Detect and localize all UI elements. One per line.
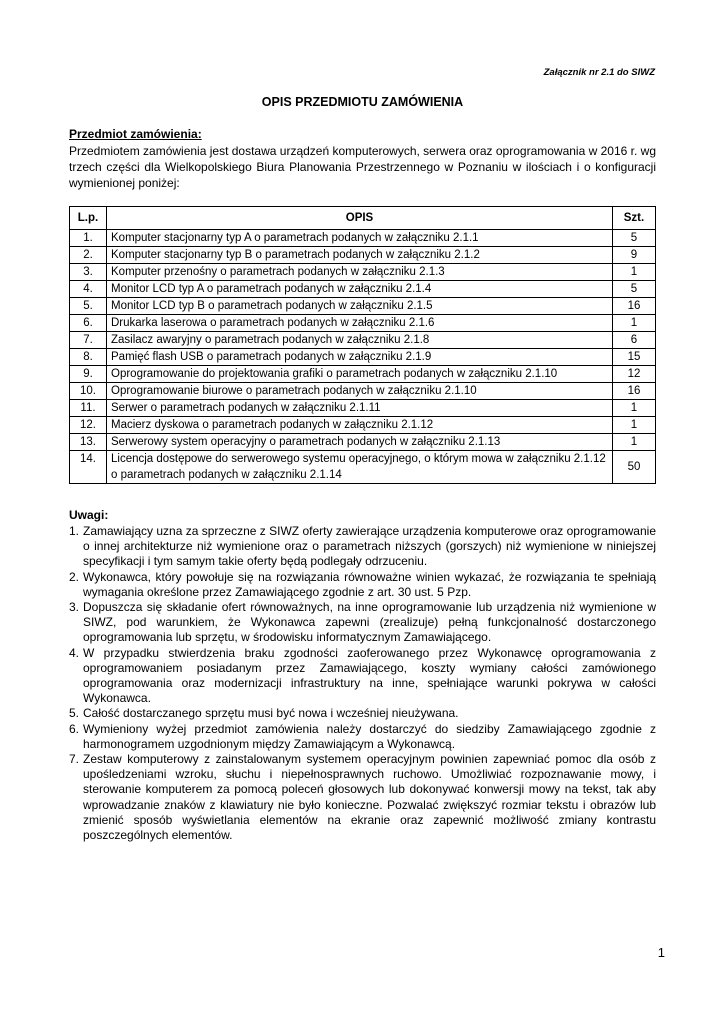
row-lp: 11. bbox=[70, 400, 107, 417]
table-row bbox=[70, 366, 656, 383]
row-qty: 50 bbox=[613, 451, 656, 484]
header-qty: Szt. bbox=[613, 207, 656, 230]
list-item bbox=[69, 706, 656, 721]
note-text: Dopuszcza się składanie ofert równoważnych, na inne oprogramowanie lub urządzenia niż wymienione w SIWZ, pod warunkiem, że Wykonawca zapewni (zrealizuje) pełną funkcjonalność dostarczonego oprogramowania lub sprzętu, w środowisku informatycznym Zamawiającego. bbox=[83, 600, 656, 645]
row-desc: Serwer o parametrach podanych w załączniku 2.1.11 bbox=[107, 400, 613, 417]
row-qty: 6 bbox=[613, 332, 656, 349]
note-text: Całość dostarczanego sprzętu musi być nowa i wcześniej nieużywana. bbox=[83, 706, 459, 721]
table-row bbox=[70, 281, 656, 298]
table-row bbox=[70, 315, 656, 332]
list-item bbox=[69, 646, 656, 707]
row-desc: Macierz dyskowa o parametrach podanych w załączniku 2.1.12 bbox=[107, 417, 613, 434]
row-qty: 1 bbox=[613, 400, 656, 417]
note-text: Zestaw komputerowy z zainstalowanym systemem operacyjnym powinien zapewniać pomoc dla osób z upośledzeniami wzroku, słuchu i niepełnosprawnych ruchowo. Umożliwiać rozpoznawanie mowy, i sterowanie komputerem za pomocą poleceń głosowych lub dokonywać konwersji mowy na tekst, tak aby wprowadzanie znaków z klawiatury nie było konieczne. Pozwalać zwiększyć rozmiar tekstu i obrazów lub zmienić sposób wyświetlania elementów na ekranie oraz zapewnić możliwość zmiany kontrastu poszczególnych elementów. bbox=[83, 752, 656, 843]
row-desc: Oprogramowanie biurowe o parametrach podanych w załączniku 2.1.10 bbox=[107, 383, 613, 400]
table-row bbox=[70, 332, 656, 349]
row-lp: 6. bbox=[70, 315, 107, 332]
table-row bbox=[70, 247, 656, 264]
row-lp: 2. bbox=[70, 247, 107, 264]
row-qty: 1 bbox=[613, 264, 656, 281]
row-lp: 14. bbox=[70, 451, 107, 484]
note-number: 1. bbox=[69, 524, 80, 538]
row-desc: Zasilacz awaryjny o parametrach podanych w załączniku 2.1.8 bbox=[107, 332, 613, 349]
note-number: 7. bbox=[69, 752, 80, 767]
list-item bbox=[69, 722, 656, 752]
row-qty: 1 bbox=[613, 315, 656, 332]
note-text: Zamawiający uzna za sprzeczne z SIWZ oferty zawierające urządzenia komputerowe oraz oprogramowanie o innej architekturze niż wymienione oraz o parametrach niższych (gorszych) niż wymienione w niniejszej specyfikacji i tym samym takie oferty będą podlegały odrzuceniu. bbox=[83, 524, 656, 569]
list-item bbox=[69, 570, 656, 600]
row-lp: 7. bbox=[70, 332, 107, 349]
table-header-row bbox=[70, 207, 656, 230]
attachment-label: Załącznik nr 2.1 do SIWZ bbox=[543, 67, 655, 78]
row-desc: Serwerowy system operacyjny o parametrach podanych w załączniku 2.1.13 bbox=[107, 434, 613, 451]
row-qty: 5 bbox=[613, 281, 656, 298]
row-lp: 8. bbox=[70, 349, 107, 366]
note-text: W przypadku stwierdzenia braku zgodności zaoferowanego przez Wykonawcę oprogramowania z oprogramowaniem posiadanym przez Zamawiającego, koszty wymiany całości zamówionego oprogramowania oraz modernizacji infrastruktury na inne, spełniające warunki pokrywa w całości Wykonawca. bbox=[83, 645, 656, 706]
row-qty: 1 bbox=[613, 417, 656, 434]
note-number: 4. bbox=[69, 645, 80, 660]
table-row bbox=[70, 417, 656, 434]
table-row bbox=[70, 264, 656, 281]
row-lp: 5. bbox=[70, 298, 107, 315]
row-desc: Monitor LCD typ A o parametrach podanych w załączniku 2.1.4 bbox=[107, 281, 613, 298]
row-qty: 1 bbox=[613, 434, 656, 451]
table-row bbox=[70, 349, 656, 366]
note-number: 6. bbox=[69, 721, 80, 736]
row-qty: 16 bbox=[613, 298, 656, 315]
row-qty: 16 bbox=[613, 383, 656, 400]
row-lp: 1. bbox=[70, 230, 107, 247]
table-row bbox=[70, 451, 656, 484]
row-lp: 10. bbox=[70, 383, 107, 400]
table-row bbox=[70, 230, 656, 247]
row-qty: 9 bbox=[613, 247, 656, 264]
row-lp: 4. bbox=[70, 281, 107, 298]
row-desc: Pamięć flash USB o parametrach podanych w załączniku 2.1.9 bbox=[107, 349, 613, 366]
row-lp: 3. bbox=[70, 264, 107, 281]
document-title: OPIS PRZEDMIOTU ZAMÓWIENIA bbox=[261, 95, 464, 109]
note-text: Wymieniony wyżej przedmiot zamówienia należy dostarczyć do siedziby Zamawiającego zgodnie z harmonogramem uzgodnionym między Zamawiającym a Wykonawcą. bbox=[83, 721, 656, 751]
list-item bbox=[69, 752, 656, 843]
list-item bbox=[69, 524, 656, 570]
header-desc: OPIS bbox=[107, 207, 613, 230]
subject-text: Przedmiotem zamówienia jest dostawa urządzeń komputerowych, serwera oraz oprogramowania w 2016 r. wg trzech części dla Wielkopolskiego Biura Planowania Przestrzennego w Poznaniu w ilościach i o konfiguracji wymienionej poniżej: bbox=[69, 144, 656, 190]
row-desc: Oprogramowanie do projektowania grafiki o parametrach podanych w załączniku 2.1.10 bbox=[107, 366, 613, 383]
row-desc: Monitor LCD typ B o parametrach podanych w załączniku 2.1.5 bbox=[107, 298, 613, 315]
table-row bbox=[70, 434, 656, 451]
row-lp: 9. bbox=[70, 366, 107, 383]
row-desc: Komputer stacjonarny typ A o parametrach podanych w załączniku 2.1.1 bbox=[107, 230, 613, 247]
note-number: 5. bbox=[69, 706, 80, 721]
table-row bbox=[70, 298, 656, 315]
row-lp: 12. bbox=[70, 417, 107, 434]
row-desc: Drukarka laserowa o parametrach podanych w załączniku 2.1.6 bbox=[107, 315, 613, 332]
list-item bbox=[69, 600, 656, 646]
row-qty: 5 bbox=[613, 230, 656, 247]
row-qty: 12 bbox=[613, 366, 656, 383]
row-desc: Komputer przenośny o parametrach podanych w załączniku 2.1.3 bbox=[107, 264, 613, 281]
table-row bbox=[70, 400, 656, 417]
table-row bbox=[70, 383, 656, 400]
notes-heading: Uwagi: bbox=[69, 508, 109, 522]
note-number: 2. bbox=[69, 569, 80, 584]
items-table bbox=[69, 206, 656, 484]
note-text: Wykonawca, który powołuje się na rozwiązania równoważne winien wykazać, że rozwiązania te spełniają wymagania określone przez Zamawiającego zgodnie z art. 30 ust. 5 Pzp. bbox=[83, 569, 656, 599]
row-desc: Komputer stacjonarny typ B o parametrach podanych w załączniku 2.1.2 bbox=[107, 247, 613, 264]
row-lp: 13. bbox=[70, 434, 107, 451]
page-number: 1 bbox=[657, 945, 665, 960]
header-lp: L.p. bbox=[70, 207, 107, 230]
note-number: 3. bbox=[69, 600, 80, 615]
notes-list bbox=[69, 524, 656, 843]
subject-heading: Przedmiot zamówienia: bbox=[69, 127, 202, 141]
row-desc: Licencja dostępowe do serwerowego systemu operacyjnego, o którym mowa w załączniku 2.1.12 o parametrach podanych w załączniku 2.1.14 bbox=[107, 451, 613, 484]
row-qty: 15 bbox=[613, 349, 656, 366]
